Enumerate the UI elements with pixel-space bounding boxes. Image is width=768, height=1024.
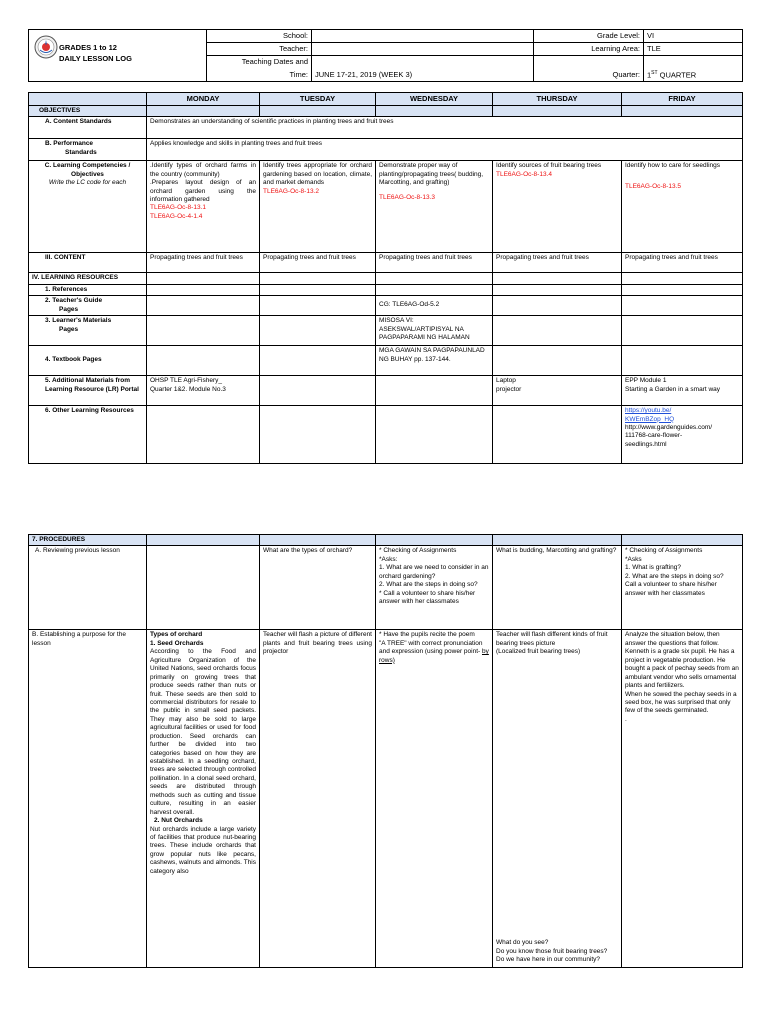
other-resources-friday <box>622 406 743 464</box>
learners-materials-label-1: 3. Learner's Materials <box>45 317 112 325</box>
grade-level-value: VI <box>644 30 743 43</box>
competencies-thursday <box>493 161 622 253</box>
content-tuesday: Propagating trees and fruit trees <box>260 253 376 273</box>
school-label: School: <box>207 30 312 43</box>
competencies-label <box>29 161 147 253</box>
grade-level-label: Grade Level: <box>534 30 644 43</box>
day-header-thursday: THURSDAY <box>493 93 622 106</box>
textbook-pages-label: 4. Textbook Pages <box>29 346 147 376</box>
learning-area-label: Learning Area: <box>534 43 644 56</box>
learning-resources-heading: IV. LEARNING RESOURCES <box>29 273 147 284</box>
content-friday: Propagating trees and fruit trees <box>622 253 743 273</box>
quarter-num: 1 <box>647 70 652 80</box>
reviewing-wednesday: * Checking of Assignments *Asks: 1. What are we need to consider in an orchard gardening? 2. What are the steps in doing so? * Call a volunteer to share his/her answer with her classmates <box>376 546 493 630</box>
competencies-label-3: Write the LC code for each <box>48 179 127 187</box>
competencies-thursday-text: Identify sources of fruit bearing trees <box>496 162 602 170</box>
teachers-guide-label-1: 2. Teacher's Guide <box>45 297 103 305</box>
day-header-wednesday: WEDNESDAY <box>376 93 493 106</box>
youtube-link[interactable]: https://youtu.be/ KWEmBZop_HQ <box>625 407 675 423</box>
teacher-label: Teacher: <box>207 43 312 56</box>
day-header-tuesday: TUESDAY <box>260 93 376 106</box>
competencies-friday-text: Identify how to care for seedlings <box>625 162 721 170</box>
procedures-heading: 7. PROCEDURES <box>29 535 147 546</box>
establishing-wednesday <box>376 630 493 968</box>
nut-orchards-heading: 2. Nut Orchards <box>154 817 203 825</box>
establishing-tuesday: Teacher will flash a picture of different plants and fruit bearing trees using projector <box>260 630 376 968</box>
learners-materials-wednesday: MISOSA VI: ASEKSWAL/ARTIPISYAL NA PAGPAPARAMI NG HALAMAN <box>376 316 493 346</box>
performance-standards-value: Applies knowledge and skills in planting trees and fruit trees <box>147 139 743 161</box>
additional-materials-thursday: Laptop projector <box>493 376 622 406</box>
competencies-wednesday <box>376 161 493 253</box>
teacher-value <box>312 43 534 56</box>
procedures-table <box>28 534 743 968</box>
day-header-friday: FRIDAY <box>622 93 743 106</box>
competencies-label-2: Objectives <box>71 170 104 178</box>
establishing-friday: Analyze the situation below, then answer the questions that follow. Kenneth is a grade six pupil. He has a project in vegetable production. He bought a pack of pechay seeds from an ambulant vendor who sells ornamental plants and fertilizers. When he sowed the pechay seeds in a seed box, he was surprised that only few of the seeds germinated. . <box>622 630 743 968</box>
seed-orchards-text: According to the Food and Agriculture Organization of the United Nations, seed orchards focus primarily on growing trees that produce seeds rather than nuts or fruit. These seeds are then sold to commercial distributors for resale to the public in small seed packets. They may also be sold to large agricultural facilities or used for food production. Seed orchards can further be divided into two categories based on how they are established. In a seedling orchard, trees are selected through controlled pollination. In a clonal seed orchard, seeds are distributed through methods such as cutting and tissue culture, resulting in an easier harvest overall. <box>150 648 256 816</box>
competencies-tuesday <box>260 161 376 253</box>
seed-orchards-heading: 1. Seed Orchards <box>150 639 204 647</box>
quarter-label <box>534 56 644 82</box>
teachers-guide-wednesday: CG: TLE6AG-Od-5.2 <box>376 296 493 316</box>
quarter-label-text: Quarter: <box>612 70 640 80</box>
content-label: III. CONTENT <box>29 253 147 273</box>
day-header-monday: MONDAY <box>147 93 260 106</box>
learners-materials-label-2: Pages <box>59 325 79 333</box>
lc-code-monday-2: TLE6AG-Oc-4-1.4 <box>150 212 203 220</box>
performance-label-1: B. Performance <box>45 140 94 148</box>
teachers-guide-label <box>29 296 147 316</box>
competencies-monday-text: .Identify types of orchard farms in the country (community) .Prepares layout design of an orchard garden using the information gathered <box>150 162 256 203</box>
additional-materials-monday: OHSP TLE Agri-Fishery_ Quarter 1&2. Module No.3 <box>147 376 260 406</box>
header-table <box>28 29 743 82</box>
quarter-sup: ST <box>651 69 658 76</box>
content-standards-label: A. Content Standards <box>29 117 147 139</box>
title-line-1: GRADES 1 to 12 <box>59 43 117 52</box>
reviewing-thursday: What is budding, Marcotting and grafting? <box>493 546 622 630</box>
performance-standards-label <box>29 139 147 161</box>
reviewing-friday: * Checking of Assignments *Asks 1. What is grafting? 2. What are the steps in doing so? Call a volunteer to share his/her answer with her classmates <box>622 546 743 630</box>
learners-materials-label <box>29 316 147 346</box>
reviewing-lesson-label: A. Reviewing previous lesson <box>29 546 147 630</box>
nut-orchards-text: Nut orchards include a large variety of facilities that produce nut-bearing trees. These include orchards that grow popular nuts like pecans, cashews, walnuts and almonds. This category also <box>150 825 256 875</box>
competencies-friday <box>622 161 743 253</box>
thursday-questions: What do you see? Do you know those fruit bearing trees? Do we have here in our community? <box>496 939 608 963</box>
lc-code-monday-1: TLE6AG-Oc-8-13.1 <box>150 204 206 212</box>
lc-code-thursday: TLE6AG-Oc-8-13.4 <box>496 170 552 178</box>
references-label: 1. References <box>29 284 147 295</box>
lesson-log-title <box>29 30 207 82</box>
dates-value <box>312 56 534 82</box>
competencies-label-1: C. Learning Competencies / <box>44 162 131 170</box>
competencies-tuesday-text: Identify trees appropriate for orchard gardening based on location, climate, and market demands <box>263 162 372 187</box>
objectives-table <box>28 92 743 464</box>
flash-pictures-text: Teacher will flash different kinds of fruit bearing trees picture (Localized fruit bearing trees) <box>496 631 608 656</box>
dates-label-1: Teaching Dates and <box>207 56 312 69</box>
quarter-value <box>644 56 743 82</box>
learning-area-value: TLE <box>644 43 743 56</box>
content-thursday: Propagating trees and fruit trees <box>493 253 622 273</box>
establishing-monday <box>147 630 260 968</box>
lc-code-wednesday: TLE6AG-Oc-8-13.3 <box>379 193 435 201</box>
competencies-monday <box>147 161 260 253</box>
reviewing-tuesday: What are the types of orchard? <box>260 546 376 630</box>
poem-instruction: * Have the pupils recite the poem "A TREE" with correct pronunciation and expression (using power point- <box>379 631 483 656</box>
reviewing-monday <box>147 546 260 630</box>
quarter-rest: QUARTER <box>657 70 697 80</box>
additional-materials-label: 5. Additional Materials from Learning Resource (LR) Portal <box>29 376 147 406</box>
content-monday: Propagating trees and fruit trees <box>147 253 260 273</box>
establishing-purpose-label: B. Establishing a purpose for the lesson <box>29 630 147 968</box>
additional-materials-friday: EPP Module 1 Starting a Garden in a smart way <box>622 376 743 406</box>
lc-code-tuesday: TLE6AG-Oc-8-13.2 <box>263 187 319 195</box>
gardenguides-url: http://www.gardenguides.com/ 111768-care-flower- seedlings.html <box>625 423 713 448</box>
dates-label-2: Time: <box>207 69 312 82</box>
performance-label-2: Standards <box>65 148 97 156</box>
school-value <box>312 30 534 43</box>
lc-code-friday: TLE6AG-Oc-8-13.5 <box>625 182 681 190</box>
by-rows-link: by rows) <box>379 648 489 664</box>
establishing-thursday <box>493 630 622 968</box>
dates-value-text: JUNE 17-21, 2019 (WEEK 3) <box>315 70 413 80</box>
content-standards-value: Demonstrates an understanding of scientific practices in planting trees and fruit trees <box>147 117 743 139</box>
objectives-heading: OBJECTIVES <box>29 105 147 116</box>
title-line-2: DAILY LESSON LOG <box>59 54 132 64</box>
types-of-orchard-title: Types of orchard <box>150 631 203 639</box>
teachers-guide-label-2: Pages <box>59 305 79 313</box>
textbook-pages-wednesday: MGA GAWAIN SA PAGPAPAUNLAD NG BUHAY pp. 137-144. <box>376 346 493 376</box>
day-header-blank <box>29 93 147 106</box>
competencies-wednesday-text: Demonstrate proper way of planting/propagating trees( budding, Marcotting, and grafting) <box>379 162 484 187</box>
content-wednesday: Propagating trees and fruit trees <box>376 253 493 273</box>
other-resources-label: 6. Other Learning Resources <box>29 406 147 464</box>
